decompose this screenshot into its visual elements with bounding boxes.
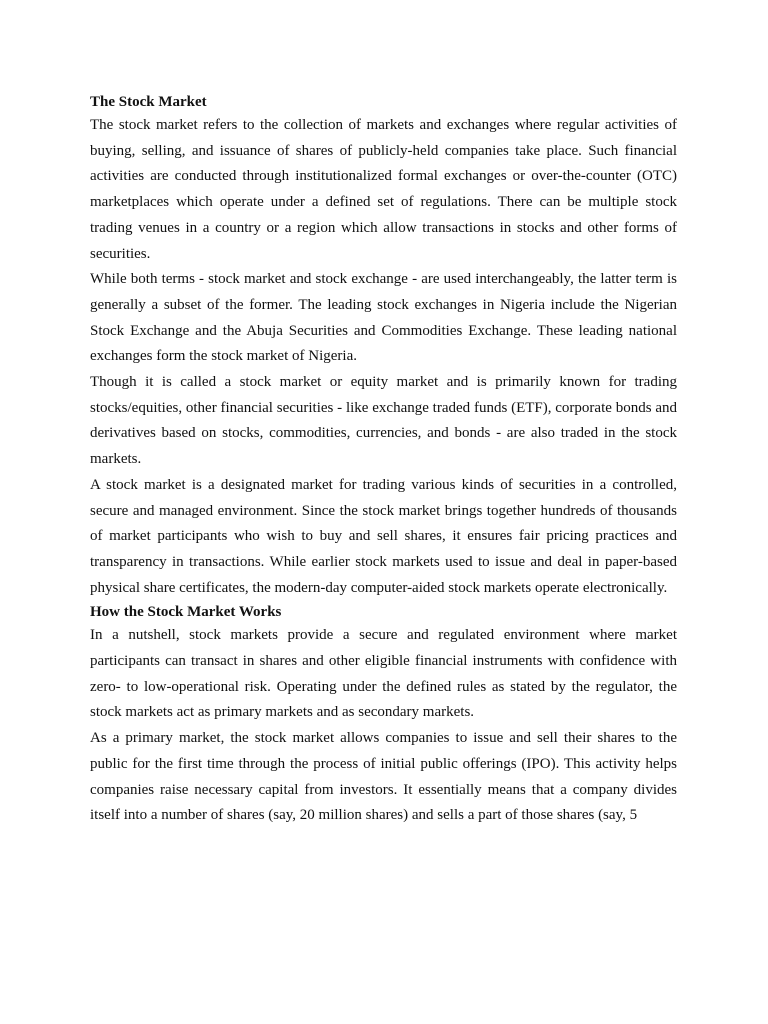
paragraph-designated-market: A stock market is a designated market for trading various kinds of securities in a controlled, secure and managed environment. Since the stock market brings together hundreds of thousands of market participants who wish to buy and sell shares, it ensures fair pricing practices and transparency in transactions. While earlier stock markets used to issue and deal in paper-based physical share certificates, the modern-day computer-aided stock markets operate electronically. bbox=[90, 476, 677, 596]
paragraph-definition: The stock market refers to the collection of markets and exchanges where regular activities of buying, selling, and issuance of shares of publicly-held companies take place. Such financial activities are conducted through institutionalized formal exchanges or over-the-counter (OTC) marketplaces which operate under a defined set of regulations. There can be multiple stock trading venues in a country or a region which allow transactions in stocks and other forms of securities. bbox=[90, 117, 677, 262]
paragraph-equity-market: Though it is called a stock market or equity market and is primarily known for trading stocks/equities, other financial securities - like exchange traded funds (ETF), corporate bonds and derivatives based on stocks, commodities, currencies, and bonds - are also traded in the stock markets. bbox=[90, 374, 677, 468]
section-heading-how-it-works: How the Stock Market Works bbox=[90, 604, 282, 621]
paragraph-primary-market: As a primary market, the stock market allows companies to issue and sell their shares to the public for the first time through the process of initial public offerings (IPO). This activity helps companies raise necessary capital from investors. It essentially means that a company divides itself into a number of shares (say, 20 million shares) and sells a part of those shares (say, 5 bbox=[90, 730, 677, 824]
document-body bbox=[90, 91, 677, 829]
section-heading-stock-market: The Stock Market bbox=[90, 94, 207, 110]
paragraph-stock-exchange: While both terms - stock market and stock exchange - are used interchangeably, the latter term is generally a subset of the former. The leading stock exchanges in Nigeria include the Nigerian Stock Exchange and the Abuja Securities and Commodities Exchange. These leading national exchanges form the stock market of Nigeria. bbox=[90, 271, 677, 365]
paragraph-nutshell: In a nutshell, stock markets provide a secure and regulated environment where market participants can transact in shares and other eligible financial instruments with confidence with zero- to low-operational risk. Operating under the defined rules as stated by the regulator, the stock markets act as primary markets and as secondary markets. bbox=[90, 627, 677, 721]
